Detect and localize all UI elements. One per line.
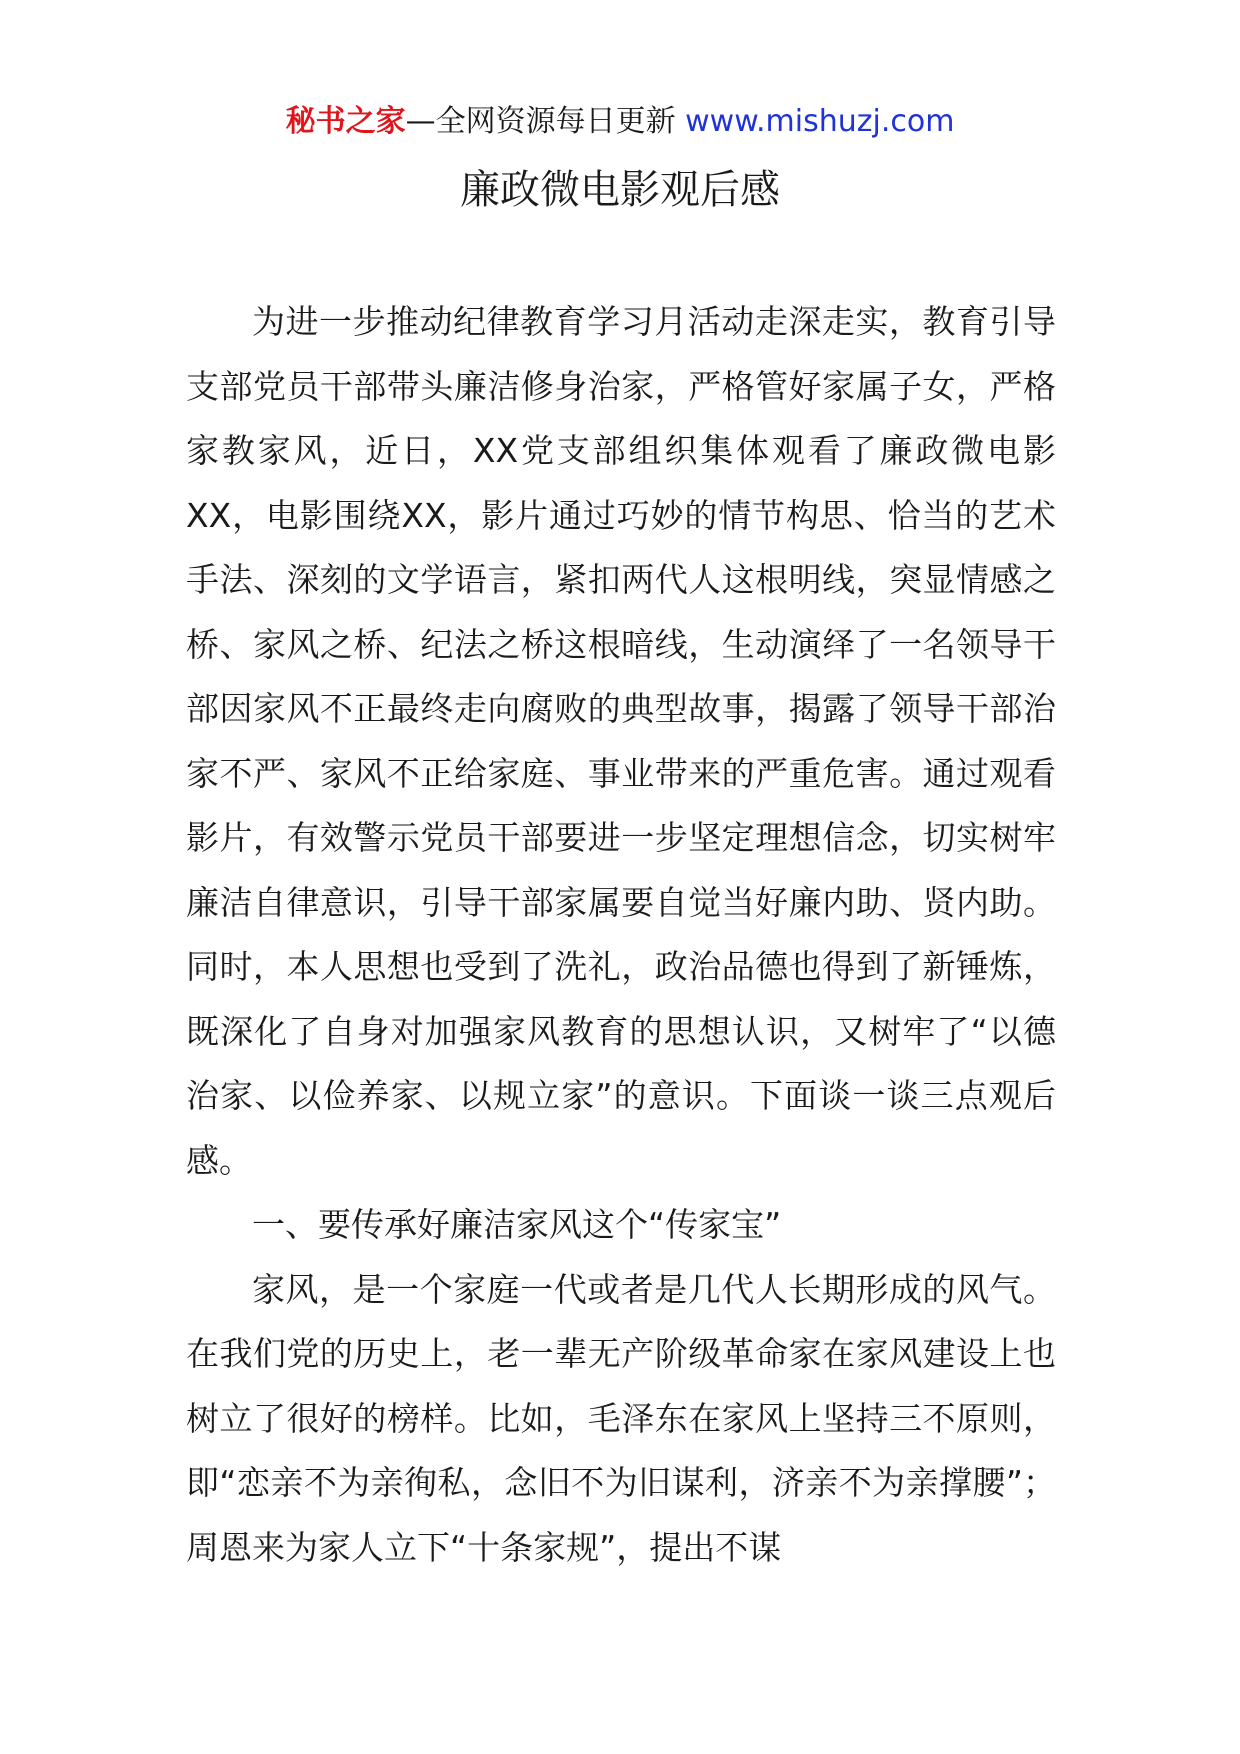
- body-paragraph-family-tradition: 家风，是一个家庭一代或者是几代人长期形成的风气。在我们党的历史上，老一辈无产阶级革命家在家风建设上也树立了很好的榜样。比如，毛泽东在家风上坚持三不原则，即“恋亲不为亲徇私，念旧不为旧谋利，济亲不为亲撑腰”；周恩来为家人立下“十条家规”，提出不谋: [186, 1269, 1056, 1567]
- header-tagline: —全网资源每日更新: [405, 104, 686, 139]
- brand-name: 秘书之家: [285, 104, 406, 139]
- section-heading-1: 一、要传承好廉洁家风这个“传家宝”: [252, 1205, 782, 1244]
- site-url-link[interactable]: www.mishuzj.com: [685, 104, 955, 139]
- site-header: [0, 100, 1240, 144]
- document-body: [186, 290, 1056, 1580]
- body-paragraph-intro: 为进一步推动纪律教育学习月活动走深走实，教育引导支部党员干部带头廉洁修身治家，严格管好家属子女，严格家教家风，近日，XX党支部组织集体观看了廉政微电影XX，电影围绕XX，影片通过巧妙的情节构思、恰当的艺术手法、深刻的文学语言，紧扣两代人这根明线，突显情感之桥、家风之桥、纪法之桥这根暗线，生动演绎了一名领导干部因家风不正最终走向腐败的典型故事，揭露了领导干部治家不严、家风不正给家庭、事业带来的严重危害。通过观看影片，有效警示党员干部要进一步坚定理想信念，切实树牢廉洁自律意识，引导干部家属要自觉当好廉内助、贤内助。同时，本人思想也受到了洗礼，政治品德也得到了新锤炼，既深化了自身对加强家风教育的思想认识，又树牢了“以德治家、以俭养家、以规立家”的意识。下面谈一谈三点观后感。: [186, 302, 1056, 1180]
- document-title: 廉政微电影观后感: [460, 167, 780, 213]
